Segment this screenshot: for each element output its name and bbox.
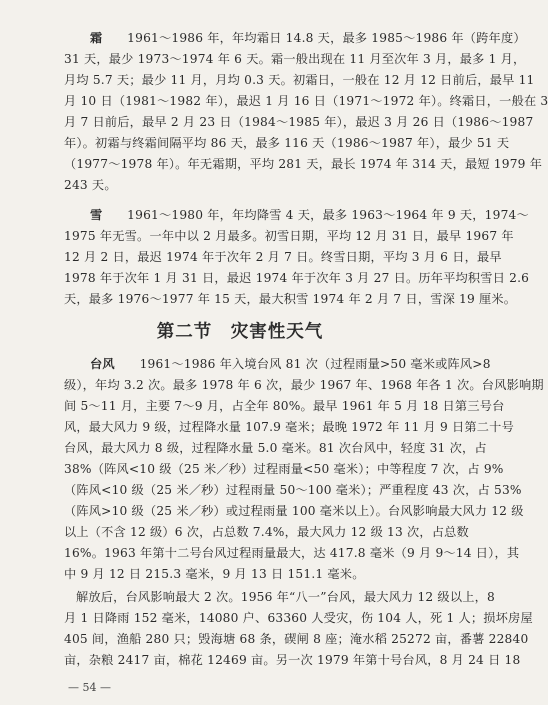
typhoon-text-line: 38%（阵风<10 级（25 米／秒）过程雨量<50 毫米）；中等程度 7 次，占 9%	[64, 462, 504, 476]
typhoon-text-line: （阵风>10 级（25 米／秒）或过程雨量 100 毫米以上）。台风影响最大风力 12 级	[64, 504, 524, 518]
typhoon-text-line: 以上（不含 12 级）6 次，占总数 7.4%，最大风力 12 级 13 次，占总数	[64, 525, 469, 539]
frost-first-line	[90, 30, 526, 46]
typhoon-text-line: 405 间，渔船 280 只；毁海塘 68 条，碶闸 8 座；淹水稻 25272 亩，番薯 22840	[64, 632, 529, 646]
snow-heading: 雪	[90, 208, 103, 222]
typhoon-text-line: （阵风<10 级（25 米／秒）过程雨量 50～100 毫米）；严重程度 43 次，占 53%	[64, 483, 522, 497]
snow-text-line: 1975 年无雪。一年中以 2 月最多。初雪日期，平均 12 月 31 日，最早 1967 年	[64, 229, 514, 243]
typhoon-text-line: 解放后，台风影响最大 2 次。1956 年“八一”台风，最大风力 12 级以上，8	[76, 590, 495, 604]
frost-text-line: 月 7 日前后，最早 2 月 23 日（1984～1985 年），最迟 3 月 26 日（1986～1987	[64, 115, 534, 129]
typhoon-text-line: 16%。1963 年第十二号台风过程雨量最大，达 417.8 毫米（9 月 9～14 日），其	[64, 546, 520, 560]
snow-text-line: 12 月 2 日，最迟 1974 年于次年 2 月 7 日。终雪日期，平均 3 月 6 日，最早	[64, 250, 502, 264]
typhoon-first-line	[90, 356, 491, 372]
frost-text-line: 月均 5.7 天；最少 11 月，月均 0.3 天。初霜日，一般在 12 月 12 日前后，最早 11	[64, 73, 535, 87]
typhoon-text-line: 级），年均 3.2 次。最多 1978 年 6 次，最少 1967 年、1968 年各 1 次。台风影响期	[64, 378, 544, 392]
snow-first-line	[90, 207, 529, 223]
snow-text-line: 1961～1980 年，年均降雪 4 天，最多 1963～1964 年 9 天，1974～	[127, 208, 529, 222]
page-number: — 54 —	[68, 681, 111, 694]
frost-text-line: 月 10 日（1981～1982 年），最迟 1 月 16 日（1971～1972 年）。终霜日，一般在 3	[64, 94, 548, 108]
typhoon-text-line: 中 9 月 12 日 215.3 毫米，9 月 13 日 151.1 毫米。	[64, 567, 365, 581]
typhoon-text-line: 月 1 日降雨 152 毫米，14080 户、63360 人受灾，伤 104 人，死 1 人；损坏房屋	[64, 611, 533, 625]
typhoon-text-line: 台风，最大风力 8 级，过程降水量 5.0 毫米。81 次台风中，轻度 31 次，占	[64, 441, 487, 455]
typhoon-text-line: 亩，杂粮 2417 亩，棉花 12469 亩。另一次 1979 年第十号台风，8 月 24 日 18	[64, 653, 521, 667]
frost-text-line: 年）。初霜与终霜间隔平均 86 天，最多 116 天（1986～1987 年），最少 51 天	[64, 136, 510, 150]
typhoon-text-line: 风，最大风力 9 级，过程降水量 107.9 毫米；最晚 1972 年 11 月 9 日第二十号	[64, 420, 514, 434]
snow-text-line: 天，最多 1976～1977 年 15 天，最大积雪 1974 年 2 月 7 日，雪深 19 厘米。	[64, 292, 517, 306]
frost-text-line: 243 天。	[64, 178, 117, 192]
typhoon-text-line: 1961～1986 年入境台风 81 次（过程雨量>50 毫米或阵风>8	[139, 357, 491, 371]
frost-heading: 霜	[90, 31, 103, 45]
typhoon-heading: 台风	[90, 357, 115, 371]
frost-text-line: （1977～1978 年）。年无霜期，平均 281 天，最长 1974 年 314 天，最短 1979 年	[64, 157, 543, 171]
frost-text-line: 1961～1986 年，年均霜日 14.8 天，最多 1985～1986 年（跨年度）	[127, 31, 526, 45]
snow-text-line: 1978 年于次年 1 月 31 日，最迟 1974 年于次年 3 月 27 日。历年平均积雪日 2.6	[64, 271, 530, 285]
section-title: 第二节 灾害性天气	[156, 322, 324, 342]
frost-text-line: 31 天，最少 1973～1974 年 6 天。霜一般出现在 11 月至次年 3 月，最多 1 月，	[64, 52, 526, 66]
typhoon-text-line: 间 5～11 月，主要 7～9 月，占全年 80%。最早 1961 年 5 月 18 日第三号台	[64, 399, 505, 413]
